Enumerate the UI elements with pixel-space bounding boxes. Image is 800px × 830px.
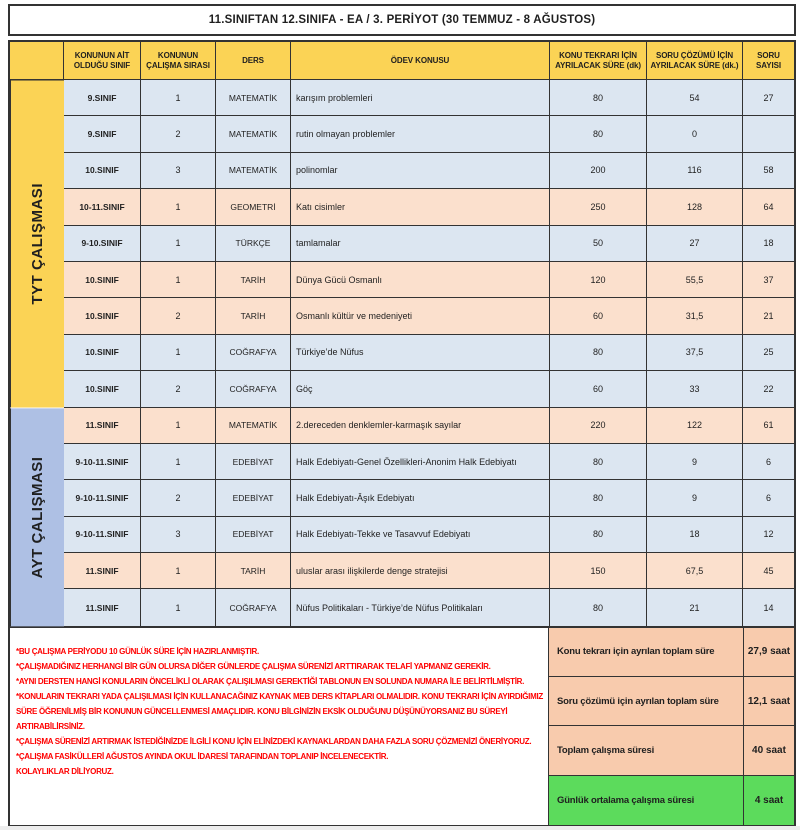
cell-cozum: 27 <box>647 226 743 262</box>
summary-value: 12,1 saat <box>743 677 794 726</box>
cell-sinif: 10-11.SINIF <box>64 189 141 225</box>
cell-tekrar: 220 <box>550 408 647 444</box>
cell-sira: 2 <box>141 298 216 334</box>
cell-tekrar: 120 <box>550 262 647 298</box>
summary-value: 4 saat <box>743 776 794 825</box>
cell-sira: 1 <box>141 444 216 480</box>
section-label-tyt: TYT ÇALIŞMASI <box>10 80 64 408</box>
cell-soru <box>743 116 794 152</box>
cell-sinif: 10.SINIF <box>64 298 141 334</box>
bottom-area <box>8 628 796 827</box>
section-label-ayt: AYT ÇALIŞMASI <box>10 408 64 626</box>
note-line: *KONULARIN TEKRARI YADA ÇALIŞILMASI İÇİN KULLANACAĞINIZ KAYNAK MEB DERS KİTAPLARI OLMALIDIR. KONU TEKRARI İÇİN AYIRDIĞIMIZ SÜRE ÖĞRENİLMİŞ BİR KONUNUN GÜNCELLENMESİ AMAÇLIDIR. KONU BİLGİNİZİN EKSİK OLDUĞUNU DÜŞÜNÜYORSANIZ BU SÜREYİ ARTIRABİLİRSİNİZ. <box>16 691 543 731</box>
column-header: KONUNUN AİT OLDUĞU SINIF <box>64 42 141 80</box>
cell-konu: polinomlar <box>291 153 550 189</box>
cell-sira: 1 <box>141 226 216 262</box>
cell-cozum: 54 <box>647 80 743 116</box>
cell-konu: Türkiye’de Nüfus <box>291 335 550 371</box>
note-line: *AYNI DERSTEN HANGİ KONULARIN ÖNCELİKLİ OLARAK ÇALIŞILMASI GEREKTİĞİ TABLONUN EN SOLUNDA NUMARA İLE BELİRTİLMİŞTİR. <box>16 676 525 686</box>
cell-ders: MATEMATİK <box>216 153 291 189</box>
summary-label: Günlük ortalama çalışma süresi <box>549 776 743 825</box>
cell-sira: 1 <box>141 408 216 444</box>
cell-konu: Göç <box>291 371 550 407</box>
cell-ders: TÜRKÇE <box>216 226 291 262</box>
cell-sinif: 9-10.SINIF <box>64 226 141 262</box>
cell-soru: 14 <box>743 589 794 625</box>
cell-sira: 1 <box>141 335 216 371</box>
cell-sinif: 11.SINIF <box>64 589 141 625</box>
cell-cozum: 55,5 <box>647 262 743 298</box>
cell-tekrar: 250 <box>550 189 647 225</box>
cell-sira: 2 <box>141 371 216 407</box>
cell-cozum: 116 <box>647 153 743 189</box>
cell-soru: 27 <box>743 80 794 116</box>
summary-value: 27,9 saat <box>743 628 794 677</box>
cell-soru: 64 <box>743 189 794 225</box>
cell-ders: MATEMATİK <box>216 408 291 444</box>
cell-sinif: 11.SINIF <box>64 408 141 444</box>
summary-table <box>549 628 796 827</box>
note-line: *ÇALIŞMA FASİKÜLLERİ AĞUSTOS AYINDA OKUL İDARESİ TARAFINDAN TOPLANIP İNCELENECEKTİR. <box>16 751 389 761</box>
cell-sinif: 11.SINIF <box>64 553 141 589</box>
summary-value: 40 saat <box>743 726 794 775</box>
cell-cozum: 122 <box>647 408 743 444</box>
cell-konu: Nüfus Politikaları - Türkiye’de Nüfus Politikaları <box>291 589 550 625</box>
cell-cozum: 67,5 <box>647 553 743 589</box>
column-header: KONUNUN ÇALIŞMA SIRASI <box>141 42 216 80</box>
cell-sira: 1 <box>141 553 216 589</box>
cell-ders: MATEMATİK <box>216 80 291 116</box>
cell-ders: EDEBİYAT <box>216 480 291 516</box>
note-line: KOLAYLIKLAR DİLİYORUZ. <box>16 766 114 776</box>
cell-sinif: 9-10-11.SINIF <box>64 480 141 516</box>
note-line: *ÇALIŞMA SÜRENİZİ ARTIRMAK İSTEDİĞİNİZDE İLGİLİ KONU İÇİN ELİNİZDEKİ KAYNAKLARDAN DAHA FAZLA SORU ÇÖZMENİZİ ÖNERİYORUZ. <box>16 736 532 746</box>
cell-cozum: 0 <box>647 116 743 152</box>
cell-tekrar: 80 <box>550 480 647 516</box>
summary-label: Toplam çalışma süresi <box>549 726 743 775</box>
cell-soru: 37 <box>743 262 794 298</box>
cell-tekrar: 80 <box>550 589 647 625</box>
corner-cell <box>10 42 64 80</box>
cell-sira: 3 <box>141 517 216 553</box>
cell-tekrar: 60 <box>550 298 647 334</box>
cell-ders: TARİH <box>216 262 291 298</box>
cell-soru: 21 <box>743 298 794 334</box>
cell-soru: 25 <box>743 335 794 371</box>
cell-konu: rutin olmayan problemler <box>291 116 550 152</box>
cell-soru: 22 <box>743 371 794 407</box>
cell-sinif: 10.SINIF <box>64 371 141 407</box>
page-edge <box>0 826 800 830</box>
cell-soru: 61 <box>743 408 794 444</box>
summary-label: Konu tekrarı için ayrılan toplam süre <box>549 628 743 677</box>
cell-konu: Dünya Gücü Osmanlı <box>291 262 550 298</box>
cell-konu: Halk Edebiyatı-Tekke ve Tasavvuf Edebiyatı <box>291 517 550 553</box>
cell-ders: TARİH <box>216 298 291 334</box>
cell-sira: 2 <box>141 480 216 516</box>
cell-cozum: 9 <box>647 480 743 516</box>
notes-box <box>8 628 549 827</box>
cell-ders: MATEMATİK <box>216 116 291 152</box>
column-header: SORU SAYISI <box>743 42 794 80</box>
cell-soru: 6 <box>743 444 794 480</box>
cell-konu: uluslar arası ilişkilerde denge stratejisi <box>291 553 550 589</box>
summary-label: Soru çözümü için ayrılan toplam süre <box>549 677 743 726</box>
note-line: *BU ÇALIŞMA PERİYODU 10 GÜNLÜK SÜRE İÇİN HAZIRLANMIŞTIR. <box>16 646 259 656</box>
cell-soru: 6 <box>743 480 794 516</box>
cell-cozum: 33 <box>647 371 743 407</box>
cell-sinif: 10.SINIF <box>64 262 141 298</box>
cell-tekrar: 150 <box>550 553 647 589</box>
cell-sira: 3 <box>141 153 216 189</box>
cell-tekrar: 80 <box>550 80 647 116</box>
cell-sira: 1 <box>141 262 216 298</box>
cell-tekrar: 80 <box>550 335 647 371</box>
cell-cozum: 18 <box>647 517 743 553</box>
cell-ders: GEOMETRİ <box>216 189 291 225</box>
cell-cozum: 128 <box>647 189 743 225</box>
cell-ders: COĞRAFYA <box>216 335 291 371</box>
column-header: KONU TEKRARI İÇİN AYRILACAK SÜRE (dk) <box>550 42 647 80</box>
cell-sinif: 10.SINIF <box>64 335 141 371</box>
cell-cozum: 9 <box>647 444 743 480</box>
cell-soru: 45 <box>743 553 794 589</box>
cell-tekrar: 60 <box>550 371 647 407</box>
cell-cozum: 31,5 <box>647 298 743 334</box>
cell-ders: TARİH <box>216 553 291 589</box>
cell-sira: 1 <box>141 80 216 116</box>
cell-sinif: 9.SINIF <box>64 116 141 152</box>
cell-konu: Halk Edebiyatı-Âşık Edebiyatı <box>291 480 550 516</box>
column-header: SORU ÇÖZÜMÜ İÇİN AYRILACAK SÜRE (dk.) <box>647 42 743 80</box>
cell-sira: 2 <box>141 116 216 152</box>
cell-sinif: 10.SINIF <box>64 153 141 189</box>
cell-tekrar: 80 <box>550 517 647 553</box>
cell-sinif: 9-10-11.SINIF <box>64 517 141 553</box>
cell-tekrar: 200 <box>550 153 647 189</box>
cell-konu: 2.dereceden denklemler-karmaşık sayılar <box>291 408 550 444</box>
cell-ders: COĞRAFYA <box>216 589 291 625</box>
cell-sira: 1 <box>141 589 216 625</box>
study-schedule-sheet <box>8 4 796 827</box>
note-line: *ÇALIŞMADIĞINIZ HERHANGİ BİR GÜN OLURSA DİĞER GÜNLERDE ÇALIŞMA SÜRENİZİ ARTTIRARAK TELAFİ YAPMANIZ GEREKİR. <box>16 661 491 671</box>
cell-cozum: 37,5 <box>647 335 743 371</box>
cell-sinif: 9.SINIF <box>64 80 141 116</box>
cell-tekrar: 80 <box>550 444 647 480</box>
cell-sira: 1 <box>141 189 216 225</box>
cell-sinif: 9-10-11.SINIF <box>64 444 141 480</box>
column-header: DERS <box>216 42 291 80</box>
cell-konu: Katı cisimler <box>291 189 550 225</box>
cell-soru: 58 <box>743 153 794 189</box>
cell-cozum: 21 <box>647 589 743 625</box>
cell-konu: tamlamalar <box>291 226 550 262</box>
cell-konu: karışım problemleri <box>291 80 550 116</box>
cell-ders: COĞRAFYA <box>216 371 291 407</box>
cell-tekrar: 80 <box>550 116 647 152</box>
schedule-table <box>8 40 796 628</box>
cell-ders: EDEBİYAT <box>216 517 291 553</box>
cell-konu: Osmanlı kültür ve medeniyeti <box>291 298 550 334</box>
cell-soru: 12 <box>743 517 794 553</box>
cell-ders: EDEBİYAT <box>216 444 291 480</box>
page-title: 11.SINIFTAN 12.SINIFA - EA / 3. PERİYOT (30 TEMMUZ - 8 AĞUSTOS) <box>8 4 796 36</box>
cell-tekrar: 50 <box>550 226 647 262</box>
cell-konu: Halk Edebiyatı-Genel Özellikleri-Anonim Halk Edebiyatı <box>291 444 550 480</box>
column-header: ÖDEV KONUSU <box>291 42 550 80</box>
cell-soru: 18 <box>743 226 794 262</box>
